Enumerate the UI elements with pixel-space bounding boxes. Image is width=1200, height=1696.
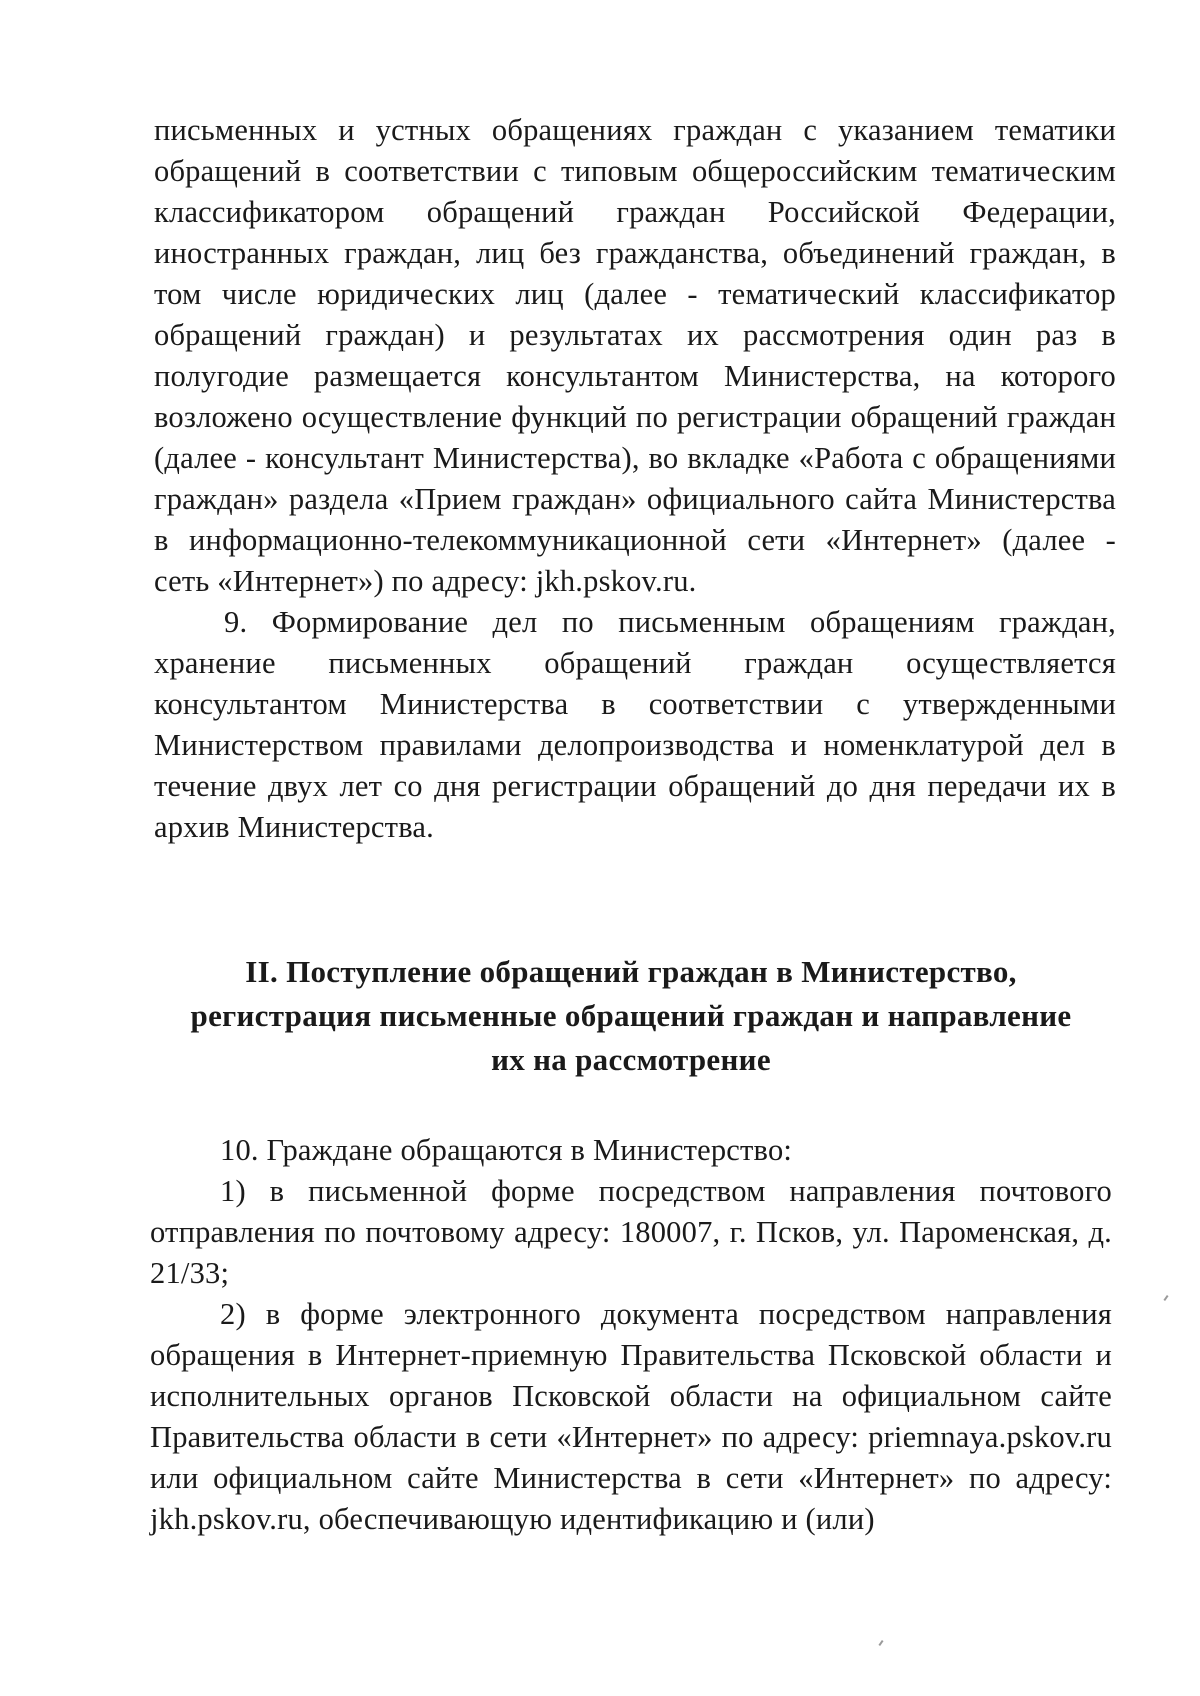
- paragraph-9: 9. Формирование дел по письменным обращениям граждан, хранение письменных обращений граждан осуществляется консультантом Министерства в соответствии с утвержденными Министерством правилами делопроизводства и номенклатурой дел в течение двух лет со дня регистрации обращений до дня передачи их в архив Министерства.: [154, 605, 1116, 844]
- paragraph-continuation: письменных и устных обращениях граждан с указанием тематики обращений в соответствии с типовым общероссийским тематическим классификатором обращений граждан Российской Федерации, иностранных граждан, лиц без гражданства, объединений граждан, в том числе юридических лиц (далее - тематический классификатор обращений граждан) и результатах их рассмотрения один раз в полугодие размещается консультантом Министерства, на которого возложено осуществление функций по регистрации обращений граждан (далее - консультант Министерства), во вкладке «Работа с обращениями граждан» раздела «Прием граждан» официального сайта Министерства в информационно-телекоммуникационной сети «Интернет» (далее - сеть «Интернет») по адресу: jkh.pskov.ru.: [154, 113, 1116, 598]
- paragraph-10: 10. Граждане обращаются в Министерство:: [220, 1133, 793, 1167]
- list-item-1: 1) в письменной форме посредством направления почтового отправления по почтовому адресу: 180007, г. Псков, ул. Пароменская, д. 21/33;: [150, 1174, 1112, 1290]
- section-heading-line-2: регистрация письменные обращений граждан и направление: [190, 998, 1072, 1033]
- scan-speck: [1163, 1295, 1168, 1301]
- section-heading-line-3: их на рассмотрение: [491, 1042, 771, 1077]
- section-heading-line-1: II. Поступление обращений граждан в Министерство,: [245, 954, 1017, 989]
- list-item-2: 2) в форме электронного документа посредством направления обращения в Интернет-приемную Правительства Псковской области и исполнительных органов Псковской области на официальном сайте Правительства области в сети «Интернет» по адресу: priemnaya.pskov.ru или официальном сайте Министерства в сети «Интернет» по адресу: jkh.pskov.ru, обеспечивающую идентификацию и (или): [150, 1297, 1112, 1536]
- bottom-text-block: [150, 1130, 1112, 1540]
- section-heading: [150, 950, 1112, 1082]
- scan-speck: [878, 1640, 883, 1646]
- top-text-block: [154, 110, 1116, 848]
